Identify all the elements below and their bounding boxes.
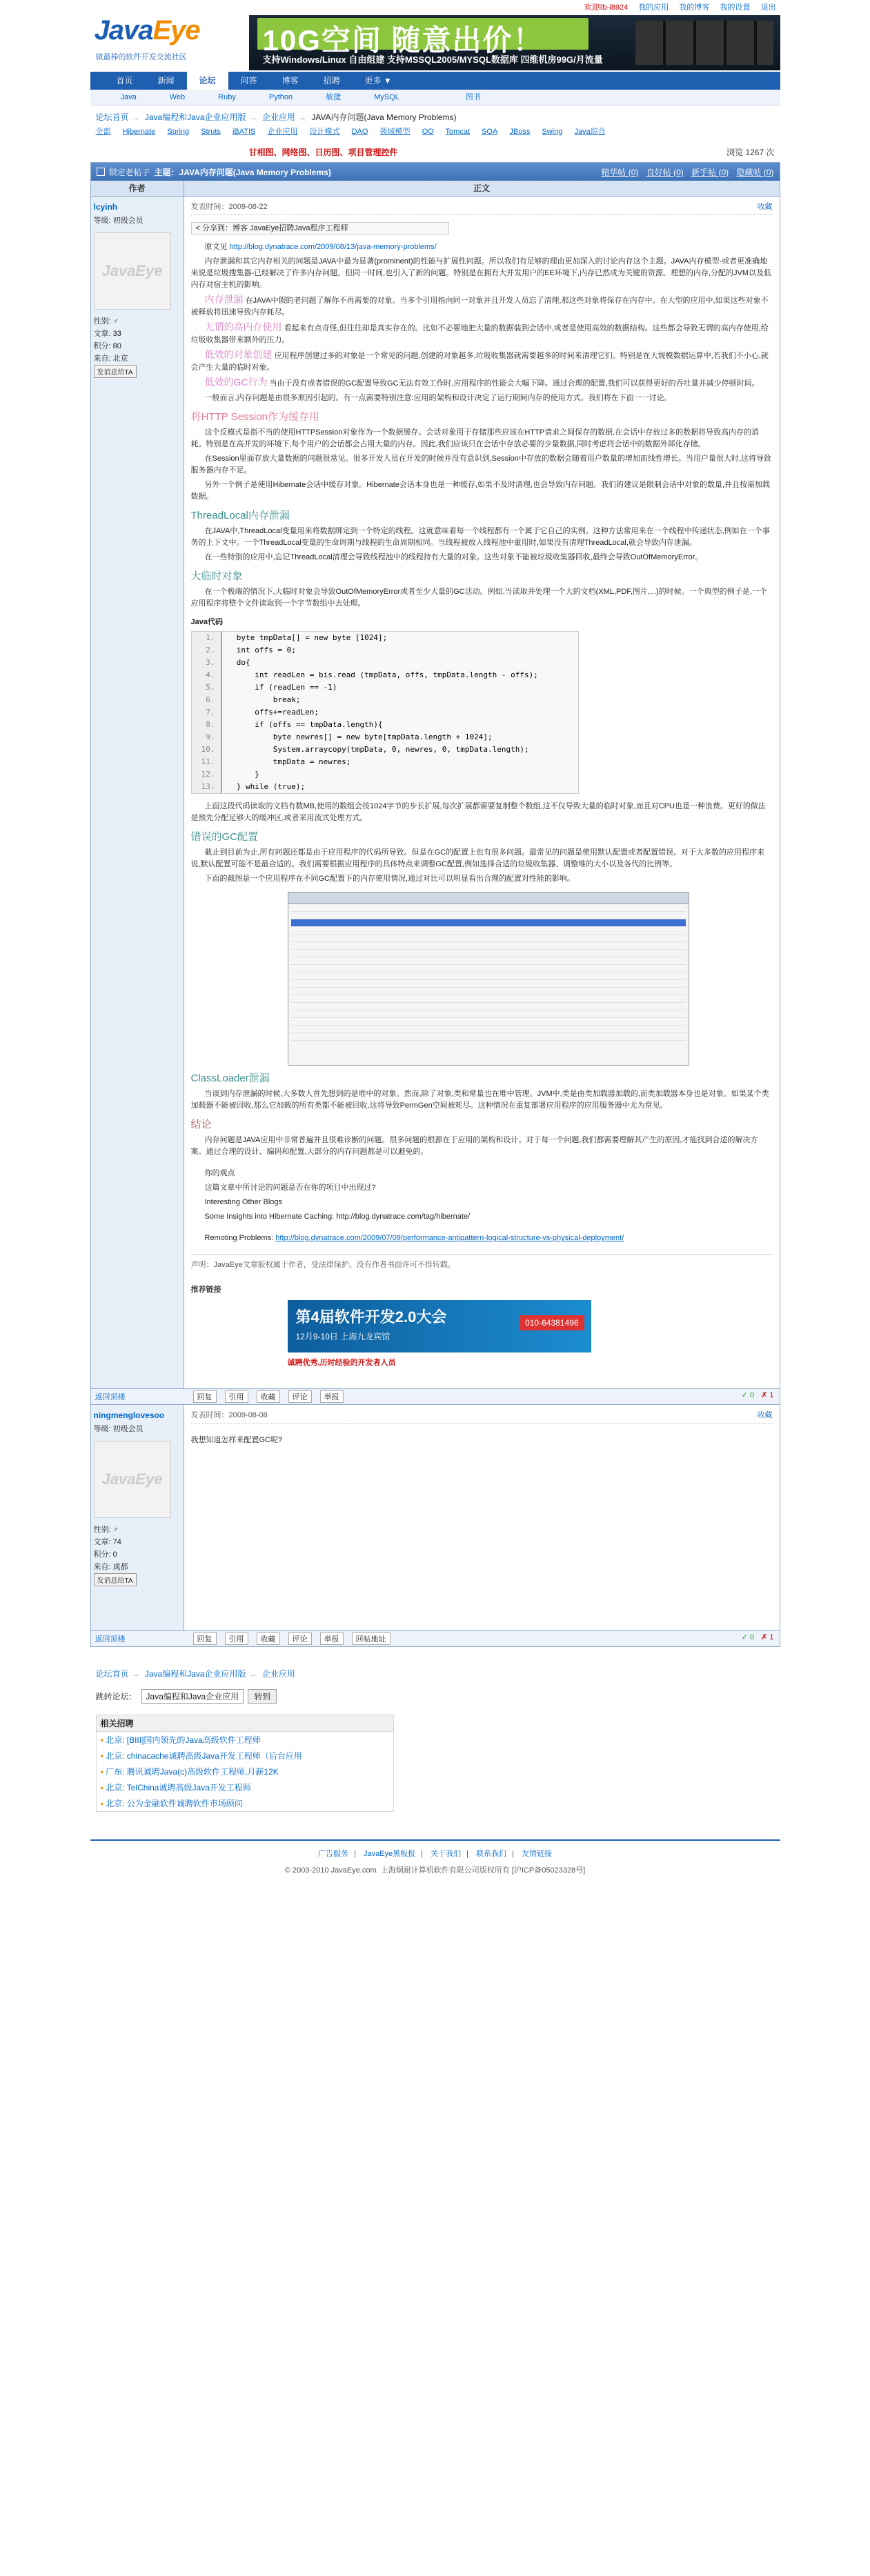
subnav-agile[interactable]: 敏捷 <box>326 93 342 101</box>
vote-down-button[interactable]: ✗ 1 <box>761 1391 774 1399</box>
site-logo[interactable] <box>90 15 249 70</box>
reply-button[interactable]: 回复 <box>193 1390 217 1403</box>
topic-title: JAVA内存问题(Java Memory Problems) <box>179 167 331 177</box>
banner-headline: 10G空间 随意出价！ <box>262 24 544 57</box>
top-ad-banner[interactable] <box>249 15 780 70</box>
subnav-web[interactable]: Web <box>169 93 186 101</box>
code-line-text: offs+=readLen; <box>227 708 319 717</box>
para-large-temp-2: 上面这段代码读取的文档有数MB,使用的数组会按1024字节的步长扩展,每次扩展都需要复制整个数组,这不仅导致大量的临时对象,而且对CPU也是一种浪费。更好的做法是预先分配足够大的缓冲区,或者采用流式处理方式。 <box>190 802 766 822</box>
code-line-number: 7. <box>192 706 222 719</box>
para-gc-config-2: 下面的截图是一个应用程序在不同GC配置下的内存使用情况,通过对比可以明显看出合理的配置对性能的影响。 <box>204 875 575 883</box>
notes-item-3: Some Insights into Hibernate Caching: http://blog.dynatrace.com/tag/hibernate/ <box>204 1212 471 1221</box>
heading-http-session: 将HTTP Session作为缓存用 <box>190 411 319 423</box>
tag-jboss[interactable]: JBoss <box>509 128 531 136</box>
my-settings-link[interactable]: 我的设置 <box>720 3 751 12</box>
copyright: © 2003-2010 JavaEye.com. 上海炯耐计算机软件有限公司版权所有 [沪ICP备05023328号] <box>284 1866 586 1875</box>
code-line-text: do{ <box>227 658 250 667</box>
send-message-button[interactable]: 发消息给TA <box>94 365 137 378</box>
comment-button[interactable]: 评论 <box>288 1390 312 1403</box>
para-high-usage: 看起来有点奇怪,但往往却是真实存在的。比如不必要地把大量的数据装到会话中,或者是使用高效的数据结构。这些都会导致无谓的高内存使用,给垃圾收集器带来额外的压力。 <box>190 324 769 344</box>
forum-select[interactable]: Java编程和Java企业应用 <box>141 1689 244 1704</box>
quote-button[interactable]: 引用 <box>225 1633 248 1645</box>
topic-title-prefix: 主题： <box>154 167 179 177</box>
post-2-footer <box>91 1630 780 1646</box>
para-threadlocal: 在JAVA中,ThreadLocal变量用来将数据绑定到一个特定的线程。这就意味着每一个线程都有一个属于它自己的实例。这种方法常用来在一个线程中传递状态,例如在一个事务的上下文中。一个ThreadLocal变量的生命周期与线程的生命周期相同。当线程被放入线程池中重用时,如果没有清理ThreadLocal,就会导致内存泄漏。 <box>190 527 770 547</box>
para-http-session-2: 在Session里面存放大量数据的问题很常见。很多开发人员在开发的时候并没有意识到,Session中存放的数据会随着用户数量的增加而线性增长。当用户量很大时,这将导致服务器内存不足。 <box>190 455 771 475</box>
top-bar <box>90 0 780 15</box>
avatar[interactable]: JavaEye <box>94 1441 171 1518</box>
para-conclusion: 内存问题是JAVA应用中非常普遍并且很难诊断的问题。很多问题的根源在于应用的架构和设计。对于每一个问题,我们都需要理解其产生的原因,才能找到合适的解决方案。通过合理的设计、编码和配置,大部分的内存问题都是可以避免的。 <box>190 1136 758 1156</box>
topic-table <box>90 162 780 1647</box>
code-line <box>192 731 578 743</box>
footer-breadcrumb: 论坛首页 → Java编程和Java企业应用版 → 企业应用 <box>95 1669 295 1679</box>
post-body: 我想知道怎样来配置GC呢? <box>190 1436 283 1444</box>
code-line <box>192 657 578 669</box>
heading-threadlocal: ThreadLocal内存泄漏 <box>190 510 290 521</box>
comment-button[interactable]: 评论 <box>288 1633 312 1645</box>
tag-tomcat[interactable]: Tomcat <box>445 128 471 136</box>
code-line-text: tmpData = newres; <box>227 757 351 766</box>
code-line-number: 10. <box>192 743 222 756</box>
code-line-number: 12. <box>192 768 222 781</box>
topic-header <box>91 163 780 181</box>
author-gender: 性别: ♂ <box>93 1526 119 1534</box>
code-line-number: 4. <box>192 669 222 681</box>
gc-screenshot-image <box>288 892 689 1066</box>
code-line <box>192 756 578 768</box>
post-time: 发表时间：2009-08-22 <box>190 203 268 211</box>
col-author: 作者 <box>91 181 184 196</box>
tag-enterprise[interactable]: 企业应用 <box>267 128 298 136</box>
logout-link[interactable]: 退出 <box>760 3 776 12</box>
footer-link-friends[interactable]: 友情链接 <box>521 1850 552 1858</box>
tag-patterns[interactable]: 设计模式 <box>309 128 340 136</box>
reply-url-button[interactable]: 回帖地址 <box>352 1633 390 1645</box>
breadcrumb: 论坛首页 → Java编程和Java企业应用版 → 企业应用 → JAVA内存问题(Java Memory Problems) <box>95 112 457 122</box>
ad-text-link[interactable]: 诚聘优秀,历时经验的开发者人员 <box>287 1359 396 1367</box>
col-body: 正文 <box>473 183 490 193</box>
tag-links <box>90 124 780 141</box>
code-line <box>192 644 578 657</box>
code-line-number: 1. <box>192 632 222 644</box>
vote-up-button[interactable]: ✓ 0 <box>741 1391 755 1399</box>
jobs-title: 相关招聘 <box>97 1715 393 1732</box>
share-bar[interactable]: < 分享到：博客 JavaEye招聘Java程序工程师 <box>191 222 449 234</box>
avatar[interactable]: JavaEye <box>94 232 171 310</box>
code-line <box>192 706 578 719</box>
lock-label: 锁定老帖子 <box>108 167 150 177</box>
heading-conclusion: 结论 <box>190 1119 212 1130</box>
code-line-text: int readLen = bis.read (tmpData, offs, tmpData.length - offs); <box>227 670 538 679</box>
go-button[interactable]: 转到 <box>248 1689 277 1704</box>
reply-button[interactable]: 回复 <box>193 1633 217 1645</box>
source-label: 原文见 <box>204 243 228 251</box>
nav-blog[interactable]: 博客 <box>281 76 299 86</box>
para-memory-leak: 在JAVA中假的老问题了解你不再需要的对象。当多个引用指向同一对象并且开发人员忘了清理,那这些对象将保存在内存中。在大型的应用中,如果这些对象不被释放将迅速导致内存耗尽。 <box>190 297 769 317</box>
favorite-link[interactable]: 收藏 <box>757 1411 773 1419</box>
good-post-link[interactable]: 良好帖 (0) <box>646 167 684 177</box>
newbie-post-link[interactable]: 新手帖 (0) <box>691 167 729 177</box>
vote-down-button[interactable]: ✗ 1 <box>761 1633 774 1641</box>
subnav-mysql[interactable]: MySQL <box>374 93 399 101</box>
tag-soa[interactable]: SOA <box>482 128 498 136</box>
para-gc-behavior: 当由于没有或者错误的GC配置导致GC无法有效工作时,应用程序的性能会大幅下降。通过合理的配置,我们可以获得更好的吞吐量并减少停顿时间。 <box>269 379 760 388</box>
job-item[interactable]: ▪ 广东: 腾讯诚聘Java(c)高级软件工程师,月薪12K <box>97 1764 393 1779</box>
code-line <box>192 743 578 756</box>
welcome-link[interactable]: 欢迎ilb-i8924 <box>584 3 629 12</box>
hidden-post-link[interactable]: 隐藏帖 (0) <box>736 167 774 177</box>
code-line-number: 2. <box>192 644 222 657</box>
my-blog-link[interactable]: 我的博客 <box>679 3 710 12</box>
nav-news[interactable]: 新闻 <box>157 76 175 86</box>
code-title: Java代码 <box>190 618 223 626</box>
related-jobs <box>96 1715 394 1812</box>
heading-classloader: ClassLoader泄漏 <box>190 1072 270 1084</box>
code-line <box>192 669 578 681</box>
intro-paragraph: 内存泄漏和其它内存相关的问题是JAVA中最为显著(prominent)的性能与扩展性问题。所以我们有足够的理由更加深入的讨论内存这个主题。JAVA内存模型-或者更准确地来说是垃圾搜集器-已经解决了许多内存问题。但同一时间,也引入了新的问题。特别是在拥有大并发用户的EE环境下,内存已然成为关键的资源。理想的内存,分配的JVM以及低内存对宿主机的影响。 <box>190 257 771 289</box>
heading-object-creation: 低效的对象创建 <box>204 349 273 360</box>
nav-qa[interactable]: 问答 <box>240 76 257 86</box>
subnav-python[interactable]: Python <box>268 93 293 101</box>
heading-high-usage: 无谓的高内存使用 <box>204 321 282 332</box>
quote-button[interactable]: 引用 <box>225 1390 248 1403</box>
tag-ibatis[interactable]: iBATIS <box>232 128 256 136</box>
jump-label: 跳转论坛： <box>95 1692 137 1701</box>
promo-link[interactable]: 甘相图、网络图、日历图、项目管理控件 <box>248 148 398 157</box>
code-line-text: byte newres[] = new byte[tmpData.length + 1024]; <box>227 732 493 741</box>
author-name[interactable]: ningmenglovesoo <box>93 1410 165 1420</box>
author-panel <box>91 197 184 1388</box>
promo-line <box>90 141 780 162</box>
author-from: 来自: 北京 <box>93 355 128 363</box>
para-threadlocal-2: 在一些特别的应用中,忘记ThreadLocal清理会导致线程池中的线程持有大量的对象。这些对象不能被垃圾收集器回收,最终会导致OutOfMemoryError。 <box>204 553 703 561</box>
code-line-text: if (offs == tmpData.length){ <box>227 720 383 729</box>
heading-gc-config: 错误的GC配置 <box>190 831 259 843</box>
post-2 <box>91 1404 780 1630</box>
conference-ad-banner[interactable] <box>288 1300 591 1352</box>
logo-text-java: Java <box>94 15 153 46</box>
crumb-topic: JAVA内存问题(Java Memory Problems) <box>311 112 457 122</box>
code-line-text: int offs = 0; <box>227 646 296 655</box>
footer-link-contact[interactable]: 联系我们 <box>476 1850 507 1858</box>
author-panel <box>91 1405 184 1630</box>
view-count: 浏览 1267 次 <box>726 148 775 157</box>
job-item[interactable]: ▪ 北京: chinacache诚聘高级Java开发工程师（后台应用 <box>97 1748 393 1764</box>
tag-spring[interactable]: Spring <box>167 128 190 136</box>
code-line <box>192 719 578 731</box>
sub-nav <box>90 90 780 106</box>
author-level: 等级: 初级会员 <box>93 217 144 225</box>
logo-text-eye: Eye <box>152 15 200 46</box>
footer-link-about[interactable]: 关于我们 <box>431 1850 462 1858</box>
notes-item-1: 这篇文章中所讨论的问题是否在你的项目中出现过? <box>204 1184 376 1192</box>
author-posts: 文章: 74 <box>93 1538 121 1546</box>
report-button[interactable]: 举报 <box>320 1633 344 1645</box>
essence-post-link[interactable]: 精华帖 (0) <box>601 167 639 177</box>
nav-forum[interactable]: 论坛 <box>187 72 228 90</box>
code-line <box>192 681 578 694</box>
favorite-button[interactable]: 收藏 <box>257 1390 280 1403</box>
author-points: 积分: 0 <box>93 1550 117 1559</box>
remoting-link[interactable]: http://blog.dynatrace.com/2009/07/09/performance-antipattern-logical-structure-vs-physical-deployment/ <box>275 1234 624 1242</box>
job-item[interactable]: ▪ 北京: 公为金融软件诚聘软件市场顾问 <box>97 1795 393 1811</box>
heading-gc-behavior: 低效的GC行为 <box>204 377 268 388</box>
code-line-number: 6. <box>192 694 222 706</box>
tag-domain[interactable]: 领域模型 <box>379 128 411 136</box>
crumb-category[interactable]: 企业应用 <box>261 112 295 122</box>
job-item[interactable]: ▪ 北京: [BIII]国内领先的Java高级软件工程师 <box>97 1732 393 1748</box>
notes-item-2: Interesting Other Blogs <box>204 1198 283 1206</box>
tag-swing[interactable]: Swing <box>542 128 563 136</box>
tag-java-general[interactable]: Java综合 <box>574 128 606 136</box>
tag-hibernate[interactable]: Hibernate <box>122 128 156 136</box>
author-gender: 性别: ♂ <box>93 317 119 326</box>
tag-struts[interactable]: Struts <box>201 128 221 136</box>
para-http-session: 这个反模式是指不当的使用HTTPSession对象作为一个数据缓存。会话对象用于存储那些应该在HTTP请求之间保存的数据,在会话中存放过多的数据将导致高内存的消耗。特别是在高并发的环境下,每个用户的会话都会占用大量的内存。因此,我们应该只在会话中存放必要的少量数据,同时考虑将会话中的数据外部化存储。 <box>190 428 760 448</box>
subnav-books[interactable]: 图书 <box>465 93 481 101</box>
forum-jump <box>90 1685 780 1708</box>
code-line-number: 3. <box>192 657 222 669</box>
nav-more[interactable]: 更多 ▼ <box>364 76 392 86</box>
banner-subtext: 支持Windows/Linux 自由组建 支持MSSQL2005/MYSQL数据库 四维机房99G/月流量 <box>262 54 603 65</box>
send-message-button[interactable]: 发消息给TA <box>94 1573 137 1586</box>
my-apps-link[interactable]: 我的应用 <box>638 3 669 12</box>
server-rack-image <box>635 21 773 65</box>
job-item[interactable]: ▪ 北京: TelChina诚聘高级Java开发工程师 <box>97 1779 393 1795</box>
tag-dao[interactable]: DAO <box>351 128 368 136</box>
code-line-number: 5. <box>192 681 222 694</box>
para-classloader: 当谈到内存泄漏的时候,大多数人首先想到的是堆中的对象。然而,除了对象,类和常量也在堆中管理。JVM中,类是由类加载器加载的,而类加载器本身也是对象。如果某个类加载器不能被回收,那么它加载的所有类都不能被回收,这将导致PermGen空间被耗尽。这种情况在重复部署应用程序的应用服务器中尤为常见。 <box>190 1090 769 1110</box>
source-link[interactable]: http://blog.dynatrace.com/2009/08/13/java-memory-problems/ <box>229 243 437 251</box>
author-points: 积分: 80 <box>93 342 121 350</box>
lock-icon <box>97 168 105 176</box>
code-line-number: 13. <box>192 781 222 793</box>
recommended-links-label: 推荐链接 <box>190 1286 221 1294</box>
site-slogan: 做最棒的软件开发交流社区 <box>95 53 187 61</box>
code-line <box>192 694 578 706</box>
heading-memory-leak: 内存泄漏 <box>204 294 244 305</box>
para-gc-config: 截止到目前为止,所有问题还都是由于应用程序的代码所导致。但是在GC的配置上也有很多问题。最常见的问题是使用默认配置或者配置错误。对于大多数的应用程序来说,默认配置可能不是最合适的。我们需要根据应用程序的具体特点来调整GC配置,例如选择合适的垃圾收集器、调整堆的大小以及各代的比例等。 <box>190 848 765 868</box>
code-line-number: 8. <box>192 719 222 731</box>
subnav-java[interactable]: Java <box>120 93 137 101</box>
footer-link-ads[interactable]: 广告服务 <box>318 1850 349 1858</box>
crumb-board[interactable]: Java编程和Java企业应用版 <box>144 1669 246 1679</box>
header <box>90 15 780 72</box>
report-button[interactable]: 举报 <box>320 1390 344 1403</box>
back-to-top-link[interactable]: 返回顶楼 <box>95 1393 126 1401</box>
post-1-footer <box>91 1388 780 1404</box>
para-large-temp: 在一个极端的情况下,大临时对象会导致OutOfMemoryError或者至少大量的GC活动。例如,当读取并处理一个大的文档(XML,PDF,图片,...)的时候。一个典型的例子是,一个应用程序将整个文件读取到一个字节数组中去处理。 <box>190 588 767 608</box>
code-line <box>192 768 578 781</box>
post-content <box>184 197 780 1388</box>
column-header <box>91 181 780 196</box>
favorite-link[interactable]: 收藏 <box>757 203 773 211</box>
post-content <box>184 1405 780 1630</box>
vote-up-button[interactable]: ✓ 0 <box>741 1633 755 1641</box>
post-body <box>191 241 773 1244</box>
ad-sub: 12月9-10日 上海九龙宾馆 <box>295 1332 390 1341</box>
footer-link-board[interactable]: JavaEye黑板报 <box>363 1850 416 1858</box>
code-line-text: break; <box>227 695 301 704</box>
post-time: 发表时间：2009-08-08 <box>190 1411 268 1419</box>
favorite-button[interactable]: 收藏 <box>257 1633 280 1645</box>
author-posts: 文章: 33 <box>93 330 121 338</box>
author-from: 来自: 成都 <box>93 1563 128 1571</box>
notes-section <box>191 1168 773 1223</box>
subnav-ruby[interactable]: Ruby <box>218 93 236 101</box>
para-general: 一般而言,内存问题是由很多原因引起的。有一点需要特别注意:应用的架构和设计决定了运行期间内存的使用方式。我们将在下面一一讨论。 <box>204 394 672 402</box>
nav-home[interactable]: 首页 <box>116 76 133 86</box>
code-line-number: 11. <box>192 756 222 768</box>
code-line-text: byte tmpData[] = new byte [1024]; <box>227 633 388 642</box>
remoting-label: Remoting Problems: <box>204 1234 274 1242</box>
nav-jobs[interactable]: 招聘 <box>323 76 340 86</box>
code-line-text: if (readLen == -1) <box>227 683 337 692</box>
notes-title: 你的观点 <box>204 1169 235 1177</box>
heading-large-temp: 大临时对象 <box>190 570 243 582</box>
code-block <box>191 631 579 794</box>
code-line-number: 9. <box>192 731 222 743</box>
para-http-session-3: 另外一个例子是使用Hibernate会话中缓存对象。Hibernate会话本身也是一种缓存,如果不及时清理,也会导致内存问题。我们的建议是限制会话中对象的数量,并且按需加载数据。 <box>190 481 771 501</box>
code-line-text: } <box>227 770 259 779</box>
para-object-creation: 应用程序创建过多的对象是一个常见的问题,创建的对象越多,垃圾收集器就需要越多的时间来清理它们。特别是在大规模数据运算中,若我们不小心,就会产生大量的临时对象。 <box>190 352 769 372</box>
crumb-forum-home[interactable]: 论坛首页 <box>95 112 129 122</box>
code-line <box>192 632 578 644</box>
code-line-text: } while (true); <box>227 782 306 791</box>
subnav-blank[interactable] <box>416 90 449 105</box>
main-nav <box>90 72 780 90</box>
crumb-forum-home[interactable]: 论坛首页 <box>95 1669 129 1679</box>
code-line-text: System.arraycopy(tmpData, 0, newres, 0, tmpData.length); <box>227 745 529 754</box>
crumb-category[interactable]: 企业应用 <box>261 1669 295 1679</box>
ad-headline: 第4届软件开发2.0大会 <box>295 1308 447 1326</box>
tag-oo[interactable]: OO <box>422 128 434 136</box>
copyright-note: 声明：JavaEye文章版权属于作者，受法律保护。没有作者书面许可不得转载。 <box>191 1254 773 1270</box>
ad-phone: 010-64381496 <box>520 1315 584 1330</box>
author-level: 等级: 初级会员 <box>93 1425 144 1433</box>
post-1 <box>91 196 780 1388</box>
code-line <box>192 781 578 793</box>
back-to-top-link[interactable]: 返回顶楼 <box>95 1635 126 1644</box>
crumb-board[interactable]: Java编程和Java企业应用版 <box>144 112 246 122</box>
site-footer: 广告服务 | JavaEye黑板报 | 关于我们 | 联系我们 | 友情链接 © 2003-2010 JavaEye.com. 上海炯耐计算机软件有限公司版权所有 [沪ICP备05023328号] <box>90 1839 780 1875</box>
author-name[interactable]: lcyinh <box>93 202 118 212</box>
tag-all[interactable]: 全部 <box>95 128 111 136</box>
